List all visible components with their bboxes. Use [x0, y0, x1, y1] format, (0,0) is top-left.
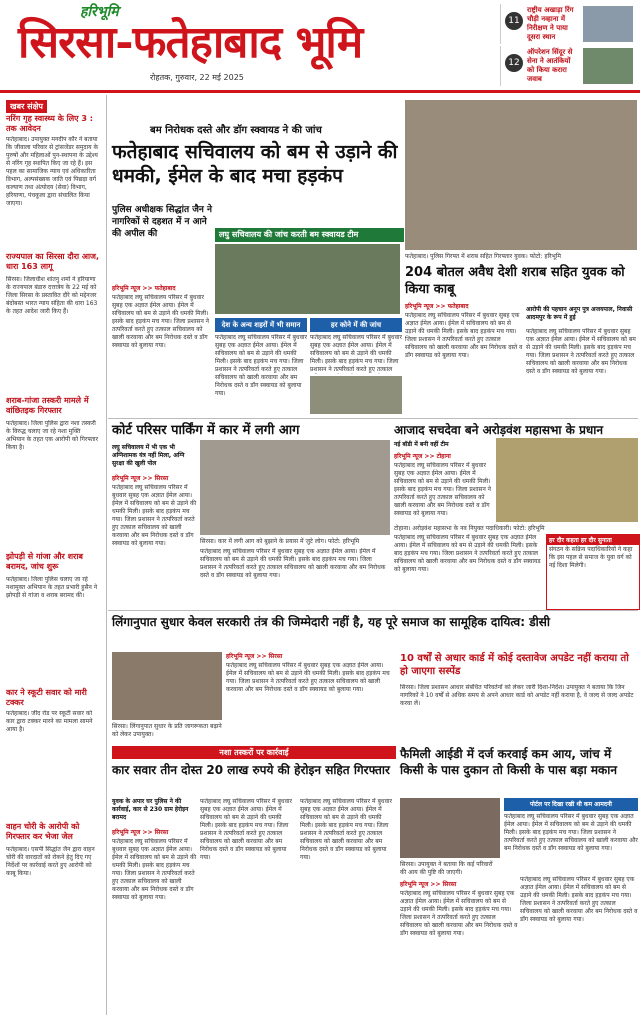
brief-body: फतेहाबाद। जिला पुलिस चलाए जा रहे नशामुक्त अभियान के तहत प्रभारी हुसैन ने झोपड़ी से गांजा व शराब बरामद की। — [6, 576, 98, 599]
promo-box — [546, 534, 640, 610]
box-title-other-cities: देश के अन्य शहरों में भी समान — [215, 318, 307, 332]
drug-bullet: युवक के अपार घर पुलिस ने की कार्रवाई, कार से 230 ग्राम हेरोइन बरामद — [112, 798, 189, 821]
azad-body: फतेहाबाद लघु सचिवालय परिसर में बुधवार सुबह एक अज्ञात ईमेल आया। ईमेल में सचिवालय को बम से उड़ाने की धमकी मिली। इसके बाद हड़कंप मच गया। जिला प्रशासन ने तत्परिवर्ता करते हुए तत्काल सचिवालय को खाली करवाया और बम निरोधक दस्ते व डॉग स्क्वायड को बुलाया गया। — [394, 462, 492, 517]
family-caption: सिरसा। उपायुक्त ने बताया कि कई परिवारों की आय की पुष्टि की जाएगी। — [400, 861, 493, 876]
brand-logo: हरिभूमि — [80, 4, 119, 20]
brief-body: फतेहाबाद। जींद रोड पर स्कूटी सवार को कार द्वारा टक्कर मारने का मामला सामने आया है। — [6, 710, 93, 733]
lead-subhead: पुलिस अधीक्षक सिद्धांत जैन ने नागरिकों से दहशत में न आने की अपील की — [112, 205, 213, 239]
page-title: सिरसा-फतेहाबाद भूमि — [18, 17, 363, 68]
sidebar-tag: खबर संक्षेप — [6, 100, 47, 113]
brief-headline: वाहन चोरी के आरोपी को गिरफ्तार कर भेजा जेल — [6, 822, 80, 841]
liquor-headline: 204 बोतल अवैध देशी शराब सहित युवक को किया काबू — [405, 265, 625, 297]
teaser-text: ऑपरेशन सिंदूर से सेना ने आतंकियों को किया करारा जवाब — [527, 48, 573, 83]
gender-byline: हरिभूमि न्यूज >> सिरसा — [226, 653, 283, 660]
azad-headline: आजाद सचदेवा बने अरोड़वंश महासभा के प्रधान — [394, 423, 604, 437]
liquor-bullet: आरोपी की पहचान अनूप पुत्र अजयपाल, निवासी आदमपुर के रूप में हुई — [526, 306, 633, 321]
lead-photo-right — [405, 100, 637, 250]
brief-body: फतेहाबाद। एसपी सिद्धांत जैन द्वारा वाहन चोरी की वारदातों को रोकने हेतु दिए गए निर्देशों पर कार्रवाई करते हुए आरोपी को काबू किया। — [6, 846, 95, 877]
divider — [108, 418, 638, 419]
court-body-2: फतेहाबाद लघु सचिवालय परिसर में बुधवार सुबह एक अज्ञात ईमेल आया। ईमेल में सचिवालय को बम से उड़ाने की धमकी मिली। इसके बाद हड़कंप मच गया। जिला प्रशासन ने तत्परिवर्ता करते हुए तत्काल सचिवालय को खाली करवाया और बम निरोधक दस्ते व डॉग स्क्वायड को बुलाया गया। — [200, 548, 386, 579]
liquor-byline: हरिभूमि न्यूज >> फतेहाबाद — [405, 303, 469, 310]
aadhaar-body: सिरसा। जिला प्रशासन आधार संबंधित परिवर्तनों को लेकर जारी दिशा-निर्देश। उपायुक्त ने बताया कि जिन नागरिकों ने 10 वर्षों से अधिक समय से अपने आधार कार्ड को अपडेट नहीं कराया है, वे जल्द से जल्द अपडेट करवा लें। — [400, 684, 634, 707]
azad-byline: हरिभूमि न्यूज >> टोहाना — [394, 453, 451, 460]
court-body: फतेहाबाद लघु सचिवालय परिसर में बुधवार सुबह एक अज्ञात ईमेल आया। ईमेल में सचिवालय को बम से उड़ाने की धमकी मिली। इसके बाद हड़कंप मच गया। जिला प्रशासन ने तत्परिवर्ता करते हुए तत्काल सचिवालय को खाली करवाया और बम निरोधक दस्ते व डॉग स्क्वायड को बुलाया गया। — [112, 484, 197, 547]
family-byline: हरिभूमि न्यूज >> सिरसा — [400, 881, 457, 888]
masthead — [0, 0, 640, 88]
azad-caption: टोहाना। अरोड़वंश महासभा के नव नियुक्त पदाधिकारी। फोटो: हरिभूमि — [394, 525, 545, 532]
lead-kicker: बम निरोधक दस्ते और डॉग स्क्वायड ने की जांच — [150, 125, 322, 136]
azad-bullet: नई बॉडी में बनी वहीं टीम — [394, 441, 449, 448]
teaser-number: 12 — [505, 54, 523, 72]
teaser-2[interactable] — [500, 46, 636, 86]
promo-body: संगठन के सक्रिय पदाधिकारियों ने कहा कि इस पहल से समाज के युवा वर्ग को नई दिशा मिलेगी। — [549, 546, 633, 569]
drug-byline: हरिभूमि न्यूज >> सिरसा — [112, 829, 169, 836]
family-headline: फैमिली आईडी में दर्ज करवाई कम आय, जांच में किसी के पास दुकान तो किसी के पास बड़ा मकान — [400, 747, 618, 777]
court-byline: हरिभूमि न्यूज >> सिरसा — [112, 475, 169, 482]
liquor-body-2: फतेहाबाद लघु सचिवालय परिसर में बुधवार सुबह एक अज्ञात ईमेल आया। ईमेल में सचिवालय को बम से उड़ाने की धमकी मिली। इसके बाद हड़कंप मच गया। जिला प्रशासन ने तत्परिवर्ता करते हुए तत्काल सचिवालय को खाली करवाया और बम निरोधक दस्ते व डॉग स्क्वायड को बुलाया गया। — [526, 328, 636, 375]
aadhaar-headline: 10 वर्षों से अधार कार्ड में कोई दस्तावेज अपडेट नहीं कराया तो हो जाएगा सस्पेंड — [400, 653, 629, 677]
brief-headline: शराब-गांजा तस्करी मामले में वांछितइक गिरफ्तार — [6, 396, 89, 415]
lead-body: फतेहाबाद लघु सचिवालय परिसर में बुधवार सुबह एक अज्ञात ईमेल आया। ईमेल में सचिवालय को बम से उड़ाने की धमकी मिली। इसके बाद हड़कंप मच गया। जिला प्रशासन ने तत्परिवर्ता करते हुए तत्काल सचिवालय को खाली करवाया और बम निरोधक दस्ते व डॉग स्क्वायड को बुलाया गया। — [112, 294, 210, 349]
brief-body: फतेहाबाद। जिला पुलिस द्वारा नशा तस्करी के विरुद्ध चलाए जा रहे नशा मुक्ति अभियान के तहत एक आरोपी को गिरफ्तार किया है। — [6, 420, 99, 451]
drug-body: फतेहाबाद लघु सचिवालय परिसर में बुधवार सुबह एक अज्ञात ईमेल आया। ईमेल में सचिवालय को बम से उड़ाने की धमकी मिली। इसके बाद हड़कंप मच गया। जिला प्रशासन ने तत्परिवर्ता करते हुए तत्काल सचिवालय को खाली करवाया और बम निरोधक दस्ते व डॉग स्क्वायड को बुलाया गया। — [112, 838, 197, 901]
family-body: फतेहाबाद लघु सचिवालय परिसर में बुधवार सुबह एक अज्ञात ईमेल आया। ईमेल में सचिवालय को बम से उड़ाने की धमकी मिली। इसके बाद हड़कंप मच गया। जिला प्रशासन ने तत्परिवर्ता करते हुए तत्काल सचिवालय को खाली करवाया और बम निरोधक दस्ते व डॉग स्क्वायड को बुलाया गया। — [400, 890, 518, 937]
brief-headline: झोपड़ी से गांजा और शराब बरामद, जांच शुरू — [6, 552, 83, 571]
family-photo — [400, 798, 500, 858]
family-box-body: फतेहाबाद लघु सचिवालय परिसर में बुधवार सुबह एक अज्ञात ईमेल आया। ईमेल में सचिवालय को बम से उड़ाने की धमकी मिली। इसके बाद हड़कंप मच गया। जिला प्रशासन ने तत्परिवर्ता करते हुए तत्काल सचिवालय को खाली करवाया और बम निरोधक दस्ते व डॉग स्क्वायड को बुलाया गया। — [504, 813, 638, 852]
court-photo — [200, 440, 390, 535]
azad-body-2: फतेहाबाद लघु सचिवालय परिसर में बुधवार सुबह एक अज्ञात ईमेल आया। ईमेल में सचिवालय को बम से उड़ाने की धमकी मिली। इसके बाद हड़कंप मच गया। जिला प्रशासन ने तत्परिवर्ता करते हुए तत्काल सचिवालय को खाली करवाया और बम निरोधक दस्ते व डॉग स्क्वायड को बुलाया गया। — [394, 534, 541, 573]
brief-headline: राज्यपाल का सिरसा दौरा आज, धारा 163 लागू — [6, 252, 100, 271]
gender-body: फतेहाबाद लघु सचिवालय परिसर में बुधवार सुबह एक अज्ञात ईमेल आया। ईमेल में सचिवालय को बम से उड़ाने की धमकी मिली। इसके बाद हड़कंप मच गया। जिला प्रशासन ने तत्परिवर्ता करते हुए तत्काल सचिवालय को खाली करवाया और बम निरोधक दस्ते व डॉग स्क्वायड को बुलाया गया। — [226, 662, 390, 693]
brief-headline: कार ने स्कूटी सवार को मारी टक्कर — [6, 688, 87, 707]
liquor-caption: फतेहाबाद। पुलिस गिरफ्त में शराब सहित गिरफ्तार युवक। फोटो: हरिभूमि — [405, 253, 561, 260]
teaser-number: 11 — [505, 12, 523, 30]
family-box-title: पोर्टल पर दिखा रखी थी कम आमदनी — [504, 798, 638, 811]
gender-headline: लिंगानुपात सुधार केवल सरकारी तंत्र की जिम्मेदारी नहीं है, यह पूरे समाज का सामूहिक दायित्व: डीसी — [112, 615, 550, 629]
drug-section-label: नशा तस्करों पर कार्रवाई — [112, 746, 396, 759]
brief-body: फतेहाबाद। उपायुक्त मनदीप कौर ने बताया कि जीवाला परिवार से ट्रांसजेंडर समुदाय के पुरुषों और महिलाओं पुन-स्थापना के उद्देश्य से नरिंग गृह स्थापित किए जा रहे हैं। इस पहल का सामाजिक न्याय एवं अधिकारिता विभाग, अल्पसंख्यक जाति एवं पिछड़ा वर्ग कल्याण तथा अंत्योदय (सेवा) विभाग, हरियाणा, पंचकूला द्वारा संचालित किया जाएगा। — [6, 136, 99, 207]
drug-body-3: फतेहाबाद लघु सचिवालय परिसर में बुधवार सुबह एक अज्ञात ईमेल आया। ईमेल में सचिवालय को बम से उड़ाने की धमकी मिली। इसके बाद हड़कंप मच गया। जिला प्रशासन ने तत्परिवर्ता करते हुए तत्काल सचिवालय को खाली करवाया और बम निरोधक दस्ते व डॉग स्क्वायड को बुलाया गया। — [300, 798, 392, 861]
court-bullet: लघु सचिवालय में भी एक भी अग्निशामक यंत्र नहीं मिला, अग्नि सुरक्षा की खुली पोल — [112, 444, 185, 467]
azad-photo — [496, 438, 638, 522]
court-headline: कोर्ट परिसर पार्किंग में कार में लगी आग — [112, 423, 300, 438]
lead-byline: हरिभूमि न्यूज >> फतेहाबाद — [112, 285, 176, 292]
promo-title: हर दौर कहता हर दौर सुनाता — [547, 535, 639, 545]
lead-headline: फतेहाबाद सचिवालय को बम से उड़ाने की धमकी, ईमेल के बाद मचा हड़कंप — [112, 141, 398, 187]
inspection-photo — [310, 376, 402, 414]
brief-body: सिरसा। जिलाधीश शांतनु शर्मा ने हरियाणा के राज्यपाल बंडारु दत्तात्रेय के 22 मई को जिला सिरसा के प्रस्तावित दौरे को मद्देनजर बंदोबस्त भारत न्याय संहिता की धारा 163 के तहत आदेश जारी किए हैं। — [6, 276, 98, 315]
box-body-every-corner: फतेहाबाद लघु सचिवालय परिसर में बुधवार सुबह एक अज्ञात ईमेल आया। ईमेल में सचिवालय को बम से उड़ाने की धमकी मिली। इसके बाद हड़कंप मच गया। जिला प्रशासन ने तत्परिवर्ता करते हुए तत्काल — [310, 334, 402, 373]
teaser-text: राष्ट्रीय अखाड़ा रिंग चौड़ी नव्हाना में निरीक्षण ने पाया दूसरा स्थान — [527, 6, 574, 41]
court-caption: सिरसा। कार में लगी आग को बुझाने के प्रयास में जुटे लोग। फोटो: हरिभूमि — [200, 538, 360, 545]
photo-banner: लघु सचिवालय की जांच करती बम स्क्वायड टीम — [215, 228, 404, 242]
teaser-1[interactable] — [500, 4, 636, 44]
family-body-2: फतेहाबाद लघु सचिवालय परिसर में बुधवार सुबह एक अज्ञात ईमेल आया। ईमेल में सचिवालय को बम से उड़ाने की धमकी मिली। इसके बाद हड़कंप मच गया। जिला प्रशासन ने तत्परिवर्ता करते हुए तत्काल सचिवालय को खाली करवाया और बम निरोधक दस्ते व डॉग स्क्वायड को बुलाया गया। — [520, 876, 638, 923]
dateline: रोहतक, गुरुवार, 22 मई 2025 — [150, 73, 244, 82]
brief-headline: नरिंग गृह स्वास्थ्य के लिए 3 : तक आवेदन — [6, 114, 93, 133]
drug-headline: कार सवार तीन दोस्त 20 लाख रुपये की हेरोइन सहित गिरफ्तार — [112, 763, 390, 777]
liquor-body: फतेहाबाद लघु सचिवालय परिसर में बुधवार सुबह एक अज्ञात ईमेल आया। ईमेल में सचिवालय को बम से उड़ाने की धमकी मिली। इसके बाद हड़कंप मच गया। जिला प्रशासन ने तत्परिवर्ता करते हुए तत्काल सचिवालय को खाली करवाया और बम निरोधक दस्ते व डॉग स्क्वायड को बुलाया गया। — [405, 312, 523, 359]
gender-caption: सिरसा। लिंगानुपात सुधार के प्रति जागरूकता बढ़ाने को लेकर उपायुक्त। — [112, 723, 222, 738]
box-title-every-corner: हर कोने में की जांच — [310, 318, 402, 332]
teaser-photo — [583, 48, 633, 84]
box-body-other-cities: फतेहाबाद लघु सचिवालय परिसर में बुधवार सुबह एक अज्ञात ईमेल आया। ईमेल में सचिवालय को बम से उड़ाने की धमकी मिली। इसके बाद हड़कंप मच गया। जिला प्रशासन ने तत्परिवर्ता करते हुए तत्काल सचिवालय को खाली करवाया और बम निरोधक दस्ते व डॉग स्क्वायड को बुलाया गया। — [215, 334, 307, 397]
drug-body-2: फतेहाबाद लघु सचिवालय परिसर में बुधवार सुबह एक अज्ञात ईमेल आया। ईमेल में सचिवालय को बम से उड़ाने की धमकी मिली। इसके बाद हड़कंप मच गया। जिला प्रशासन ने तत्परिवर्ता करते हुए तत्काल सचिवालय को खाली करवाया और बम निरोधक दस्ते व डॉग स्क्वायड को बुलाया गया। — [200, 798, 292, 861]
masthead-rule — [0, 90, 640, 93]
gender-photo — [112, 652, 222, 720]
divider — [108, 610, 638, 611]
bomb-squad-photo — [215, 244, 400, 314]
teaser-photo — [583, 6, 633, 42]
